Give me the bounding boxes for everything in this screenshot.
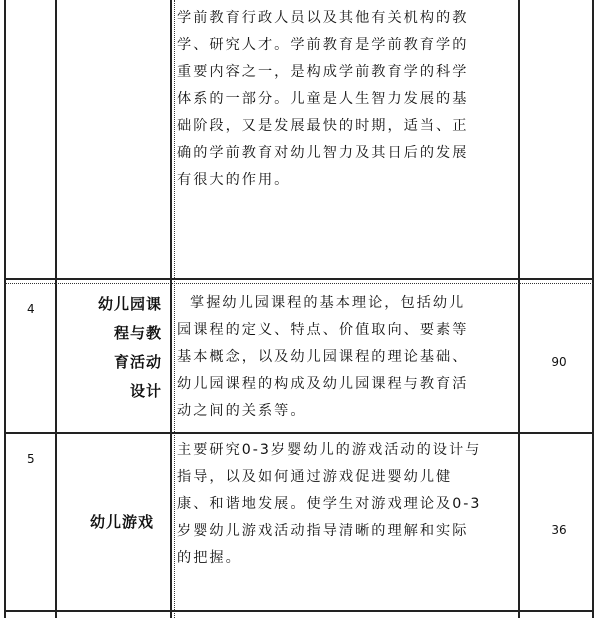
course-description [177,290,517,425]
description-line: 学前教育行政人员以及其他有关机构的教 [177,10,469,26]
description-line: 确的学前教育对幼儿智力及其日后的发展 [177,145,469,161]
course-name-line: 育活动 [113,353,162,371]
description-line: 学、研究人才。学前教育是学前教育学的 [177,37,469,53]
description-line: 础阶段，又是发展最快的时期，适当、正 [177,118,469,134]
description-line: 动之间的关系等。 [177,403,307,419]
column-divider [170,0,172,618]
course-name [62,508,154,537]
description-line: 康、和谐地发展。使学生对游戏理论及0-3 [177,496,482,512]
course-description [177,5,517,194]
course-name-line: 幼儿园课 [97,295,162,313]
description-line: 岁婴幼儿游戏活动指导清晰的理解和实际 [177,523,469,539]
row-divider [4,278,593,280]
description-line: 园课程的定义、特点、价值取向、要素等 [177,322,469,338]
description-line: 幼儿园课程的构成及幼儿园课程与教育活 [177,376,469,392]
course-hours: 90 [551,355,567,369]
row-number: 4 [27,302,35,316]
column-divider [55,0,57,618]
column-divider-dotted [174,0,175,618]
course-hours: 36 [551,523,567,537]
course-name [62,290,162,406]
course-name-line: 设计 [129,382,162,400]
course-description [177,437,517,572]
course-name-line: 幼儿游戏 [89,513,154,531]
description-line: 基本概念，以及幼儿园课程的理论基础、 [177,349,469,365]
row-divider [4,432,593,434]
table-border-left [4,0,6,618]
description-line: 主要研究0-3岁婴幼儿的游戏活动的设计与 [177,442,482,458]
description-line: 有很大的作用。 [177,172,291,188]
course-name-line: 程与教 [113,324,162,342]
description-line: 掌握幼儿园课程的基本理论，包括幼儿 [177,295,466,311]
description-line: 重要内容之一，是构成学前教育学的科学 [177,64,469,80]
row-number: 5 [27,452,35,466]
description-line: 的把握。 [177,550,242,566]
row-divider-dotted [4,283,593,284]
description-line: 指导，以及如何通过游戏促进婴幼儿健 [177,469,453,485]
description-line: 体系的一部分。儿童是人生智力发展的基 [177,91,469,107]
row-divider [4,610,593,612]
